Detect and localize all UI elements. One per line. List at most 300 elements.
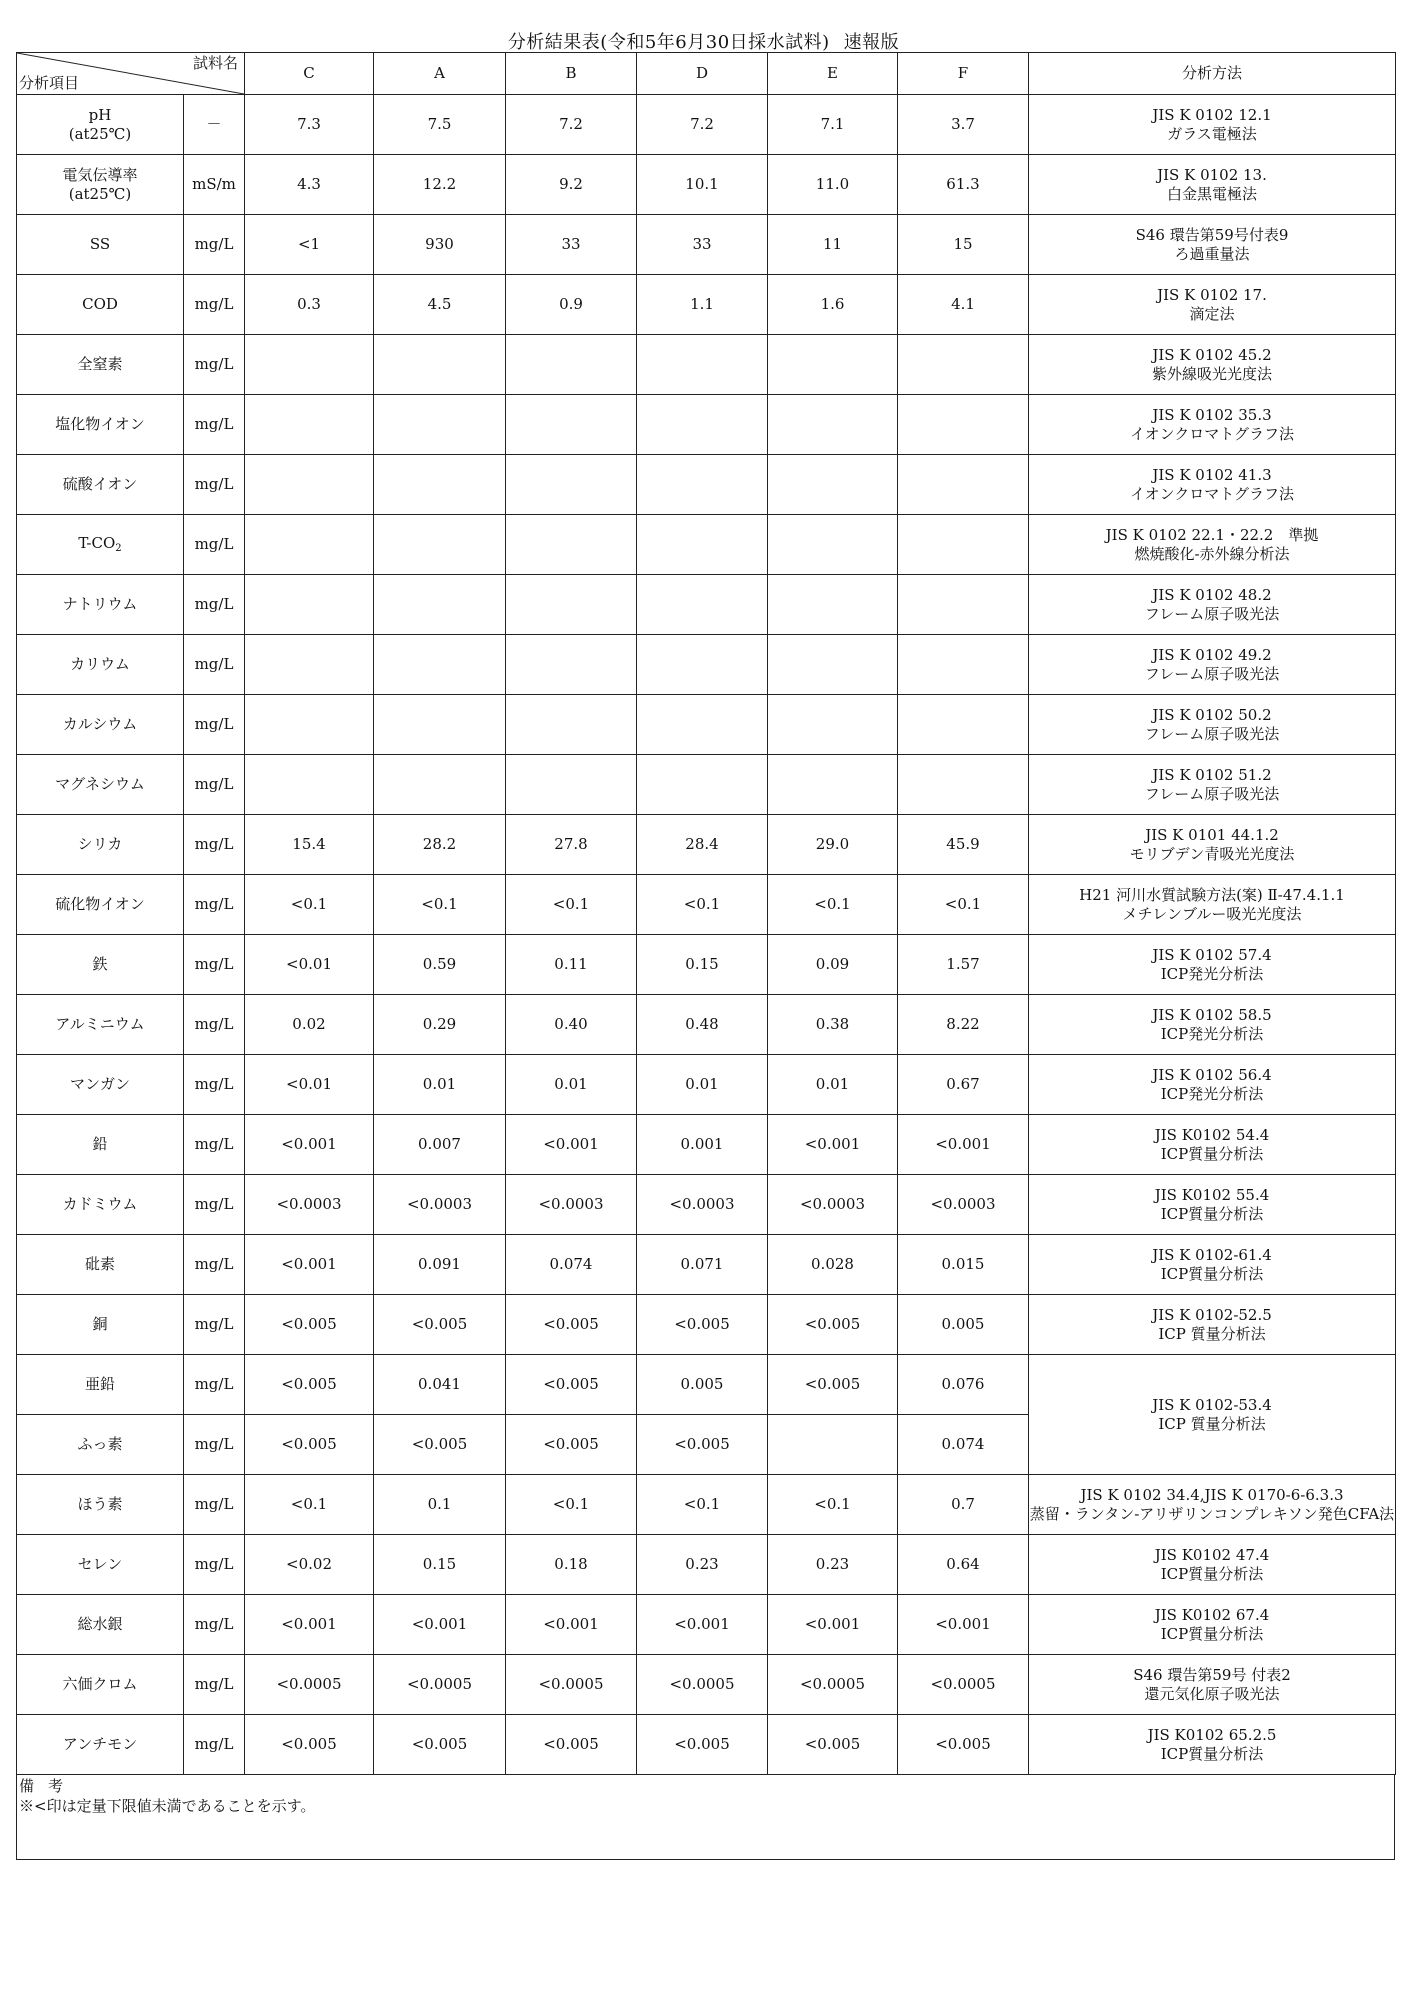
value-cell: <0.005 — [245, 1715, 374, 1775]
value-cell: 0.01 — [374, 1055, 506, 1115]
value-cell — [898, 395, 1029, 455]
value-cell: 0.3 — [245, 275, 374, 335]
method-line: JIS K 0102 35.3 — [1152, 405, 1272, 424]
table-row — [17, 1655, 1396, 1715]
table-row — [17, 395, 1396, 455]
method-line: JIS K 0102 41.3 — [1152, 465, 1272, 484]
table-row — [17, 1355, 1396, 1415]
value-cell: <0.01 — [245, 935, 374, 995]
unit-cell: mg/L — [184, 755, 245, 815]
method-line: メチレンブルー吸光光度法 — [1122, 904, 1302, 923]
table-row — [17, 1235, 1396, 1295]
table-row — [17, 635, 1396, 695]
method-line: JIS K0102 65.2.5 — [1147, 1725, 1277, 1744]
value-cell: 0.09 — [768, 935, 898, 995]
value-cell: <0.005 — [506, 1715, 637, 1775]
analysis-item-cell — [17, 935, 184, 995]
method-line: JIS K 0102 56.4 — [1152, 1065, 1272, 1084]
analysis-item-cell — [17, 515, 184, 575]
value-cell — [245, 395, 374, 455]
value-cell: <0.0005 — [898, 1655, 1029, 1715]
method-line: ICP質量分析法 — [1160, 1144, 1264, 1163]
method-cell — [1029, 155, 1396, 215]
value-cell: <0.005 — [374, 1715, 506, 1775]
method-line: S46 環告第59号 付表2 — [1133, 1665, 1291, 1684]
analysis-item-name: 亜鉛 — [84, 1375, 115, 1394]
value-cell: 11.0 — [768, 155, 898, 215]
value-cell: 9.2 — [506, 155, 637, 215]
value-cell: 15 — [898, 215, 1029, 275]
analysis-item-name: 鉛 — [92, 1135, 108, 1154]
table-row — [17, 1475, 1396, 1535]
method-line: ICP質量分析法 — [1160, 1264, 1264, 1283]
unit-cell: mg/L — [184, 875, 245, 935]
analysis-item-name: 全窒素 — [77, 355, 123, 374]
analysis-item-subscript: 2 — [115, 542, 122, 554]
value-cell — [898, 635, 1029, 695]
value-cell: 0.071 — [637, 1235, 768, 1295]
value-cell: <0.001 — [637, 1595, 768, 1655]
method-line: ICP質量分析法 — [1160, 1624, 1264, 1643]
value-cell: 7.2 — [506, 95, 637, 155]
unit-cell: mg/L — [184, 455, 245, 515]
unit-cell: mg/L — [184, 635, 245, 695]
method-line: ICP発光分析法 — [1160, 1084, 1264, 1103]
value-cell: 0.38 — [768, 995, 898, 1055]
unit-cell: mg/L — [184, 1415, 245, 1475]
value-cell: <0.005 — [245, 1415, 374, 1475]
value-cell: <0.001 — [768, 1115, 898, 1175]
value-cell: 4.5 — [374, 275, 506, 335]
method-cell — [1029, 815, 1396, 875]
value-cell: 15.4 — [245, 815, 374, 875]
method-line: S46 環告第59号付表9 — [1135, 225, 1289, 244]
method-cell — [1029, 1475, 1396, 1535]
table-row — [17, 1295, 1396, 1355]
method-line: 蒸留・ランタン-アリザリンコンプレキソン発色CFA法 — [1029, 1504, 1395, 1523]
value-cell — [374, 575, 506, 635]
analysis-item-cell — [17, 335, 184, 395]
analysis-item-name: 電気伝導率 — [62, 165, 138, 184]
value-cell: 45.9 — [898, 815, 1029, 875]
analysis-item-cell — [17, 755, 184, 815]
analysis-item-name: COD — [82, 295, 118, 314]
value-cell: 0.02 — [245, 995, 374, 1055]
analysis-item-name: 六価クロム — [62, 1675, 138, 1694]
value-cell — [506, 755, 637, 815]
analysis-item-name: SS — [89, 235, 111, 254]
analysis-item-cell — [17, 1235, 184, 1295]
method-cell — [1029, 395, 1396, 455]
value-cell: <0.0005 — [506, 1655, 637, 1715]
value-cell: <0.0003 — [768, 1175, 898, 1235]
analysis-item-name: T-CO — [78, 533, 116, 552]
method-cell — [1029, 1235, 1396, 1295]
table-row — [17, 755, 1396, 815]
value-cell: <0.0003 — [898, 1175, 1029, 1235]
unit-cell: mg/L — [184, 1055, 245, 1115]
analysis-item-cell — [17, 455, 184, 515]
value-cell: <0.1 — [245, 1475, 374, 1535]
value-cell: 1.1 — [637, 275, 768, 335]
analysis-item-name: 鉄 — [92, 955, 108, 974]
table-row — [17, 215, 1396, 275]
value-cell — [637, 515, 768, 575]
value-cell: <0.1 — [374, 875, 506, 935]
method-line: ICP質量分析法 — [1160, 1744, 1264, 1763]
value-cell: <0.005 — [898, 1715, 1029, 1775]
table-body — [17, 95, 1396, 1775]
value-cell — [374, 635, 506, 695]
method-line: JIS K0102 67.4 — [1154, 1605, 1270, 1624]
value-cell: 1.57 — [898, 935, 1029, 995]
value-cell: <0.0005 — [374, 1655, 506, 1715]
method-line: 紫外線吸光光度法 — [1151, 364, 1272, 383]
table-row — [17, 1115, 1396, 1175]
value-cell — [245, 755, 374, 815]
method-line: 燃焼酸化-赤外線分析法 — [1134, 544, 1290, 563]
page-title — [0, 28, 1407, 54]
value-cell: <0.005 — [768, 1295, 898, 1355]
value-cell: <0.001 — [898, 1115, 1029, 1175]
analysis-item-cell — [17, 1655, 184, 1715]
value-cell — [898, 335, 1029, 395]
analysis-item-name: セレン — [77, 1555, 123, 1574]
value-cell: 0.01 — [768, 1055, 898, 1115]
analysis-item-cell — [17, 215, 184, 275]
value-cell — [245, 695, 374, 755]
table-row — [17, 515, 1396, 575]
value-cell: 3.7 — [898, 95, 1029, 155]
value-cell: <0.0003 — [374, 1175, 506, 1235]
value-cell: 0.01 — [506, 1055, 637, 1115]
table-row — [17, 995, 1396, 1055]
value-cell: 7.5 — [374, 95, 506, 155]
value-cell: <0.001 — [245, 1595, 374, 1655]
value-cell — [768, 335, 898, 395]
table-row — [17, 1595, 1396, 1655]
analysis-item-cell — [17, 1295, 184, 1355]
analysis-item-cell — [17, 1475, 184, 1535]
table-row — [17, 1175, 1396, 1235]
value-cell: <0.005 — [506, 1415, 637, 1475]
method-line: JIS K 0102 51.2 — [1152, 765, 1272, 784]
method-line: JIS K 0102 58.5 — [1152, 1005, 1272, 1024]
value-cell — [245, 575, 374, 635]
method-line: JIS K 0102 50.2 — [1152, 705, 1272, 724]
value-cell — [637, 575, 768, 635]
value-cell — [898, 455, 1029, 515]
value-cell: 29.0 — [768, 815, 898, 875]
value-cell: <0.1 — [637, 875, 768, 935]
value-cell: 0.007 — [374, 1115, 506, 1175]
method-cell — [1029, 455, 1396, 515]
analysis-item-cell — [17, 1055, 184, 1115]
value-cell — [768, 575, 898, 635]
value-cell: 0.091 — [374, 1235, 506, 1295]
value-cell: <0.001 — [245, 1235, 374, 1295]
value-cell: <0.005 — [637, 1295, 768, 1355]
value-cell: 8.22 — [898, 995, 1029, 1055]
value-cell: <0.005 — [637, 1715, 768, 1775]
value-cell — [374, 755, 506, 815]
method-cell — [1029, 575, 1396, 635]
value-cell: 0.1 — [374, 1475, 506, 1535]
table-row — [17, 935, 1396, 995]
value-cell — [768, 755, 898, 815]
method-line: JIS K0102 55.4 — [1154, 1185, 1270, 1204]
method-cell — [1029, 335, 1396, 395]
value-cell: <0.0003 — [637, 1175, 768, 1235]
value-cell: <0.1 — [506, 1475, 637, 1535]
method-cell — [1029, 515, 1396, 575]
analysis-item-cell — [17, 875, 184, 935]
value-cell: 0.64 — [898, 1535, 1029, 1595]
value-cell: <0.005 — [768, 1355, 898, 1415]
value-cell: <0.001 — [506, 1595, 637, 1655]
method-line: JIS K 0102 34.4,JIS K 0170-6-6.3.3 — [1080, 1485, 1344, 1504]
method-line: イオンクロマトグラフ法 — [1130, 484, 1294, 503]
unit-cell: mg/L — [184, 695, 245, 755]
method-line: ガラス電極法 — [1167, 124, 1257, 143]
value-cell: 0.15 — [637, 935, 768, 995]
value-cell — [637, 755, 768, 815]
method-cell — [1029, 935, 1396, 995]
method-line: モリブデン青吸光光度法 — [1129, 844, 1295, 863]
value-cell — [245, 515, 374, 575]
unit-cell: mg/L — [184, 215, 245, 275]
method-cell — [1029, 695, 1396, 755]
analysis-item-name: 銅 — [92, 1315, 108, 1334]
table-row — [17, 575, 1396, 635]
analysis-item-name: pH — [88, 105, 112, 124]
value-cell — [374, 395, 506, 455]
value-cell: 12.2 — [374, 155, 506, 215]
analysis-item-name: マグネシウム — [55, 775, 145, 794]
value-cell: <0.1 — [768, 875, 898, 935]
method-line: ICP発光分析法 — [1160, 1024, 1264, 1043]
value-cell: 0.59 — [374, 935, 506, 995]
unit-cell: mg/L — [184, 815, 245, 875]
value-cell: <0.1 — [898, 875, 1029, 935]
analysis-item-cell — [17, 1595, 184, 1655]
value-cell: <0.1 — [637, 1475, 768, 1535]
method-line: フレーム原子吸光法 — [1144, 604, 1280, 623]
method-cell — [1029, 875, 1396, 935]
value-cell: <0.001 — [374, 1595, 506, 1655]
method-cell — [1029, 1595, 1396, 1655]
value-cell: 61.3 — [898, 155, 1029, 215]
value-cell: <0.005 — [506, 1355, 637, 1415]
value-cell: 4.3 — [245, 155, 374, 215]
method-line: ICP質量分析法 — [1160, 1204, 1264, 1223]
value-cell: 7.1 — [768, 95, 898, 155]
sample-header-b: B — [506, 53, 637, 95]
unit-cell: mg/L — [184, 1535, 245, 1595]
value-cell: <0.005 — [245, 1355, 374, 1415]
method-cell — [1029, 995, 1396, 1055]
value-cell — [768, 515, 898, 575]
analysis-item-cell — [17, 1535, 184, 1595]
value-cell — [637, 335, 768, 395]
value-cell: <0.1 — [768, 1475, 898, 1535]
method-line: JIS K 0102-53.4 — [1152, 1395, 1272, 1414]
analysis-item-name: アルミニウム — [55, 1015, 145, 1034]
value-cell: 0.23 — [768, 1535, 898, 1595]
unit-cell: mg/L — [184, 935, 245, 995]
analysis-item-name: カルシウム — [62, 715, 138, 734]
remarks-label: 備考 — [19, 1777, 78, 1795]
value-cell: 11 — [768, 215, 898, 275]
method-line: イオンクロマトグラフ法 — [1130, 424, 1294, 443]
sample-header-c: C — [245, 53, 374, 95]
unit-cell: mg/L — [184, 1655, 245, 1715]
method-cell — [1029, 1355, 1396, 1475]
analysis-item-name: 硫酸イオン — [62, 475, 138, 494]
value-cell: 0.15 — [374, 1535, 506, 1595]
analysis-item-label: 分析項目 — [19, 74, 80, 93]
analysis-item-cell — [17, 395, 184, 455]
method-cell — [1029, 1535, 1396, 1595]
value-cell: 27.8 — [506, 815, 637, 875]
method-header: 分析方法 — [1029, 53, 1396, 95]
value-cell: 7.3 — [245, 95, 374, 155]
value-cell: 0.7 — [898, 1475, 1029, 1535]
value-cell — [245, 335, 374, 395]
value-cell — [637, 695, 768, 755]
analysis-item-cell — [17, 155, 184, 215]
value-cell: <1 — [245, 215, 374, 275]
method-line: ろ過重量法 — [1174, 244, 1250, 263]
analysis-item-cell — [17, 95, 184, 155]
method-line: JIS K 0102 45.2 — [1152, 345, 1272, 364]
value-cell: <0.001 — [768, 1595, 898, 1655]
method-cell — [1029, 1715, 1396, 1775]
value-cell: <0.005 — [374, 1415, 506, 1475]
method-cell — [1029, 1655, 1396, 1715]
analysis-item-name: 塩化物イオン — [55, 415, 145, 434]
value-cell: 0.11 — [506, 935, 637, 995]
unit-cell: mg/L — [184, 395, 245, 455]
table-row — [17, 155, 1396, 215]
value-cell: <0.0003 — [506, 1175, 637, 1235]
remarks-note: ※<印は定量下限値未満であることを示す。 — [19, 1797, 316, 1816]
remarks-section — [16, 1774, 1395, 1860]
analysis-item-name: カリウム — [70, 655, 130, 674]
value-cell: <0.0005 — [245, 1655, 374, 1715]
header-corner-cell — [17, 53, 245, 95]
sample-header-f: F — [898, 53, 1029, 95]
analysis-item-name: 砒素 — [84, 1255, 115, 1274]
value-cell: 0.9 — [506, 275, 637, 335]
analysis-item-cell — [17, 1415, 184, 1475]
method-line: JIS K 0102-52.5 — [1152, 1305, 1272, 1324]
value-cell — [898, 755, 1029, 815]
value-cell — [898, 695, 1029, 755]
value-cell — [506, 515, 637, 575]
value-cell: 0.48 — [637, 995, 768, 1055]
method-line: JIS K0102 54.4 — [1154, 1125, 1270, 1144]
value-cell: 7.2 — [637, 95, 768, 155]
value-cell: <0.005 — [637, 1415, 768, 1475]
method-cell — [1029, 1295, 1396, 1355]
value-cell: <0.005 — [506, 1295, 637, 1355]
unit-cell: mg/L — [184, 275, 245, 335]
method-cell — [1029, 1055, 1396, 1115]
analysis-item-cell — [17, 995, 184, 1055]
value-cell — [898, 575, 1029, 635]
results-table — [16, 52, 1396, 1775]
method-cell — [1029, 755, 1396, 815]
value-cell — [768, 1415, 898, 1475]
method-line: ICP 質量分析法 — [1158, 1414, 1266, 1433]
value-cell: 0.028 — [768, 1235, 898, 1295]
value-cell: 0.074 — [506, 1235, 637, 1295]
value-cell: <0.0005 — [637, 1655, 768, 1715]
value-cell: 10.1 — [637, 155, 768, 215]
analysis-item-cell — [17, 695, 184, 755]
sample-name-label: 試料名 — [192, 54, 238, 72]
analysis-item-cell — [17, 1355, 184, 1415]
method-cell — [1029, 1175, 1396, 1235]
value-cell — [506, 335, 637, 395]
analysis-item-name: カドミウム — [62, 1195, 138, 1214]
value-cell: 33 — [637, 215, 768, 275]
value-cell: 0.074 — [898, 1415, 1029, 1475]
method-line: フレーム原子吸光法 — [1144, 724, 1280, 743]
value-cell: 930 — [374, 215, 506, 275]
analysis-item-condition: (at25℃) — [68, 184, 132, 203]
table-row — [17, 695, 1396, 755]
method-line: ICP発光分析法 — [1160, 964, 1264, 983]
value-cell — [374, 695, 506, 755]
value-cell: 0.005 — [898, 1295, 1029, 1355]
unit-cell: mg/L — [184, 1295, 245, 1355]
unit-cell: mg/L — [184, 515, 245, 575]
method-line: H21 河川水質試験方法(案) Ⅱ-47.4.1.1 — [1079, 885, 1345, 904]
value-cell — [768, 455, 898, 515]
analysis-item-name: ナトリウム — [62, 595, 138, 614]
analysis-item-cell — [17, 1115, 184, 1175]
method-line: JIS K 0102 17. — [1157, 285, 1267, 304]
table-row — [17, 455, 1396, 515]
method-line: ICP 質量分析法 — [1158, 1324, 1266, 1343]
value-cell: <0.001 — [898, 1595, 1029, 1655]
value-cell: 0.29 — [374, 995, 506, 1055]
method-line: JIS K 0102 13. — [1157, 165, 1267, 184]
value-cell — [768, 695, 898, 755]
value-cell: <0.005 — [768, 1715, 898, 1775]
value-cell — [768, 635, 898, 695]
method-line: フレーム原子吸光法 — [1144, 664, 1280, 683]
method-cell — [1029, 1115, 1396, 1175]
analysis-item-cell — [17, 1175, 184, 1235]
unit-cell: mg/L — [184, 1595, 245, 1655]
table-row — [17, 335, 1396, 395]
analysis-item-name: ふっ素 — [77, 1435, 123, 1454]
value-cell — [506, 635, 637, 695]
value-cell: 0.01 — [637, 1055, 768, 1115]
value-cell: 0.076 — [898, 1355, 1029, 1415]
analysis-item-name: 硫化物イオン — [55, 895, 145, 914]
method-line: 還元気化原子吸光法 — [1144, 1684, 1280, 1703]
method-line: ICP質量分析法 — [1160, 1564, 1264, 1583]
value-cell: 0.015 — [898, 1235, 1029, 1295]
value-cell: 0.041 — [374, 1355, 506, 1415]
analysis-item-name: 総水銀 — [77, 1615, 123, 1634]
method-line: 白金黒電極法 — [1166, 184, 1257, 203]
unit-cell: mg/L — [184, 995, 245, 1055]
